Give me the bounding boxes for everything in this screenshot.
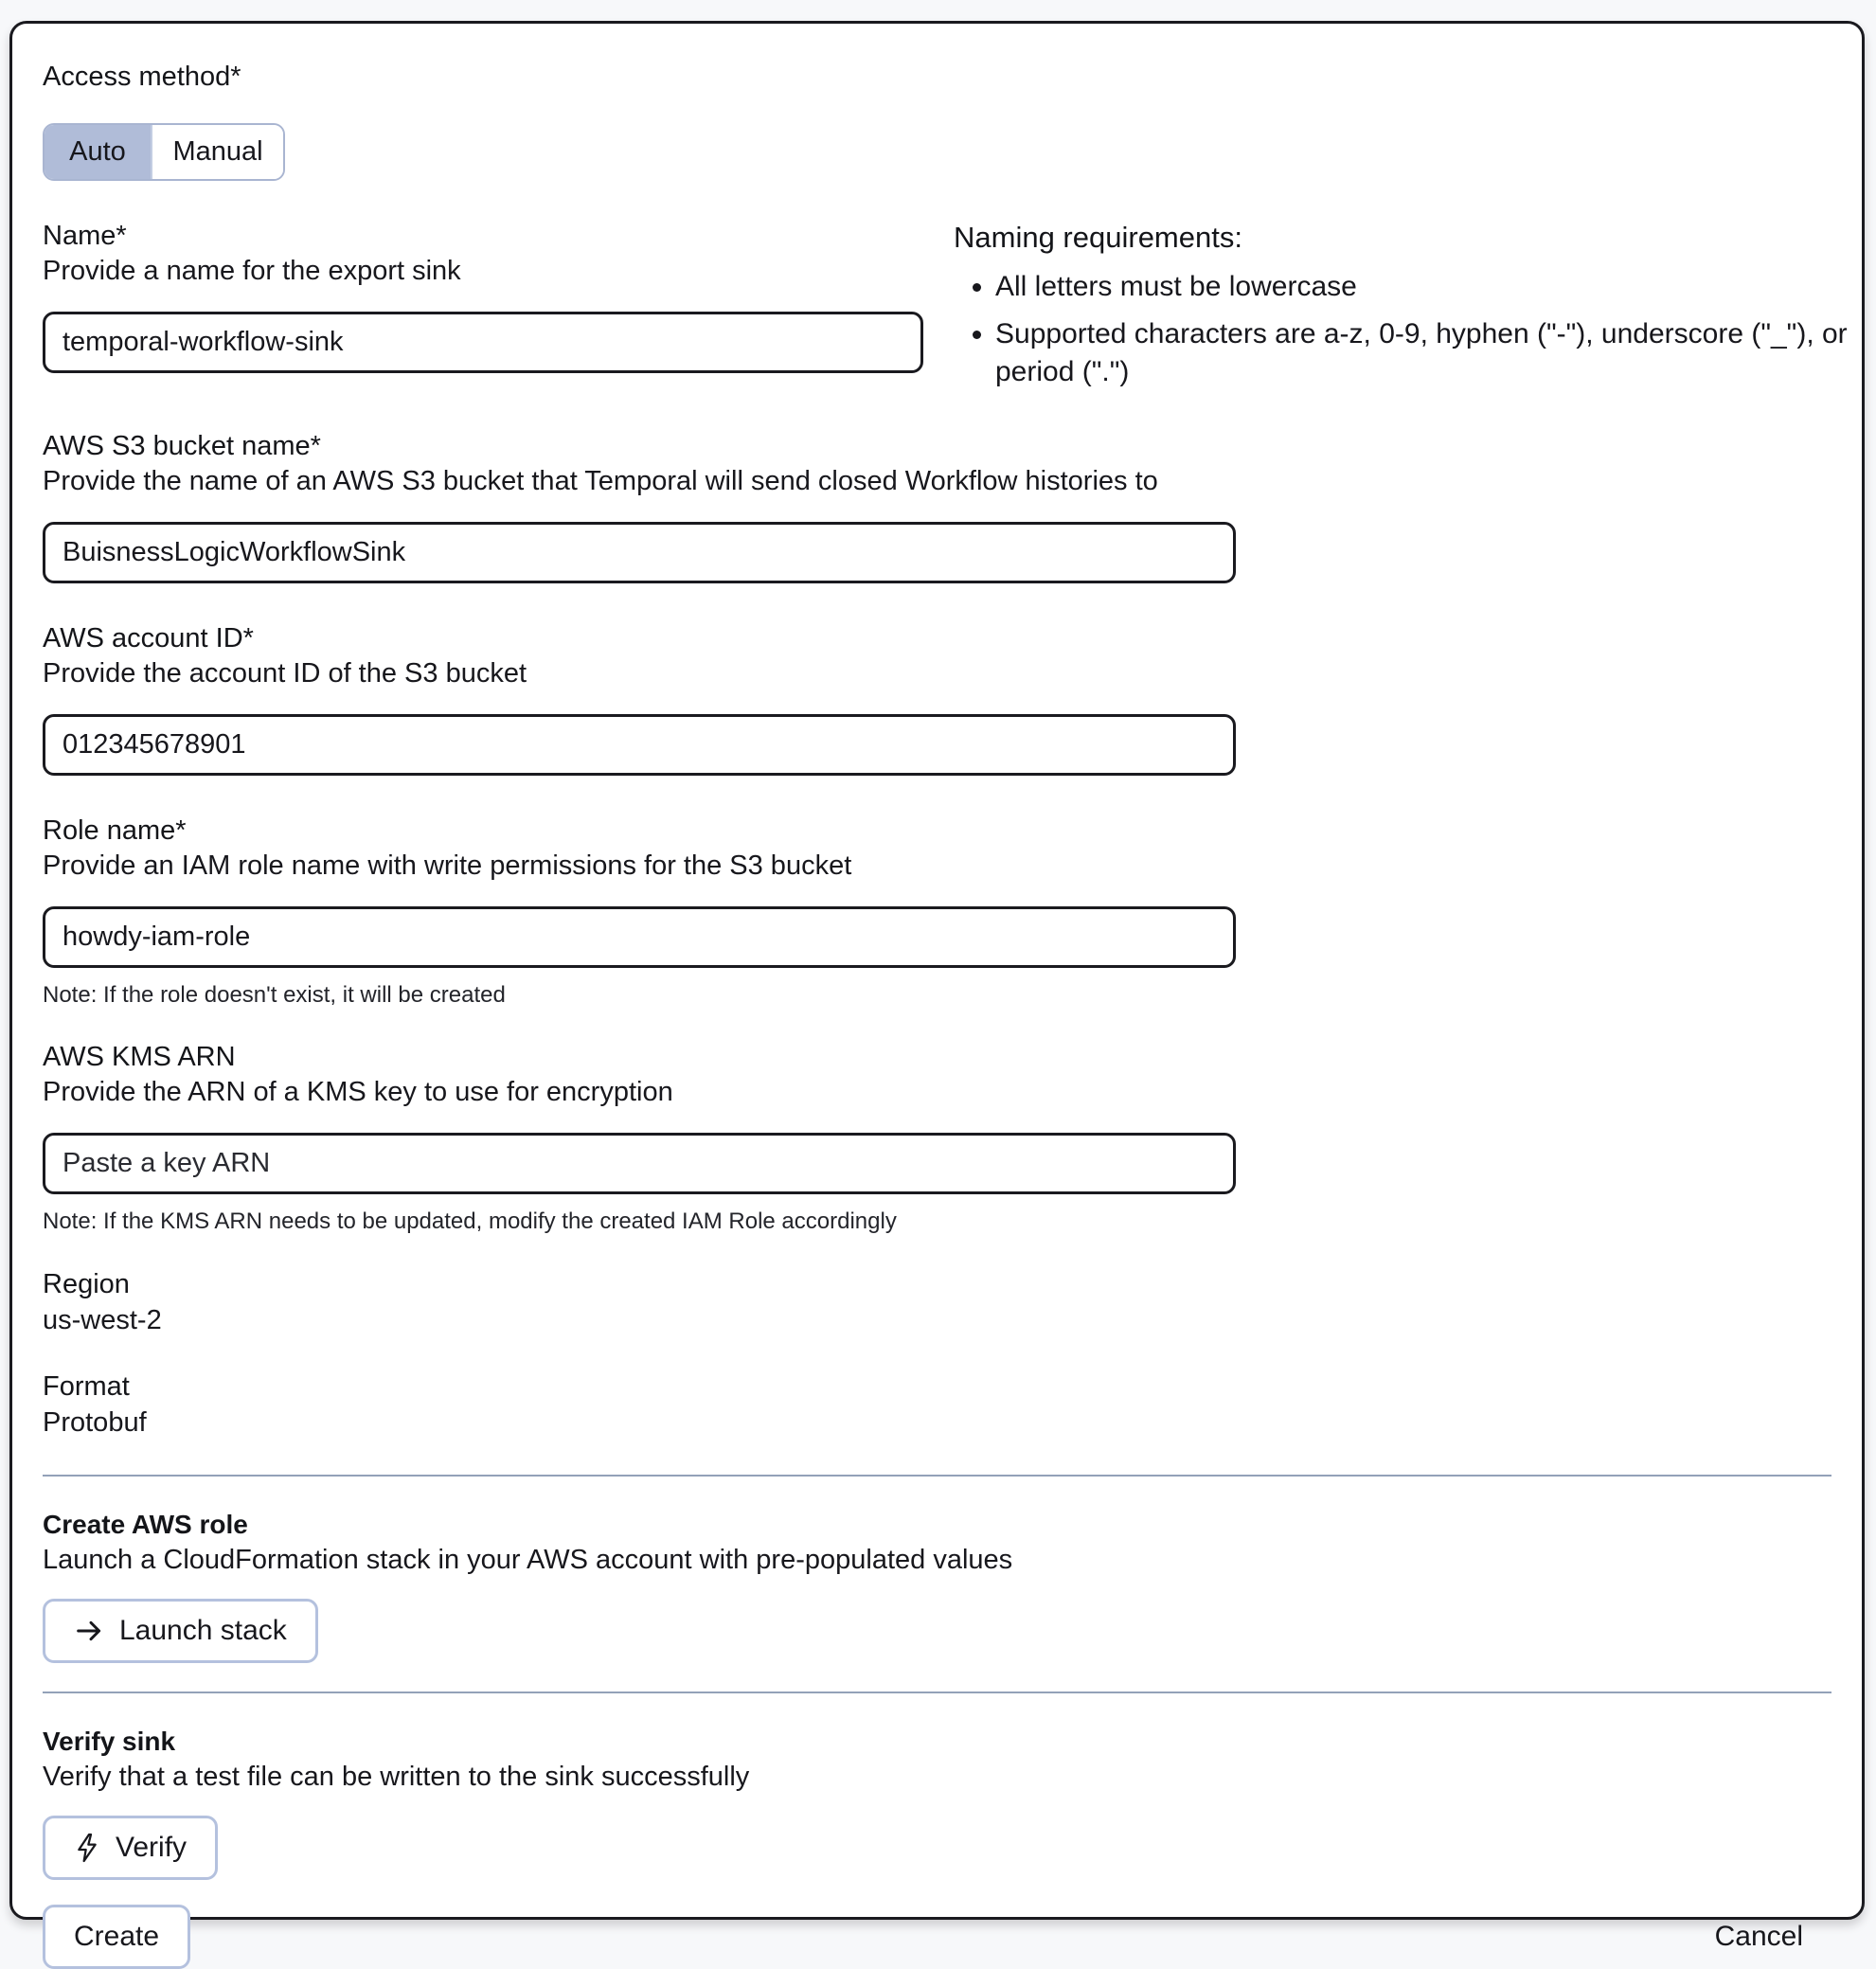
access-method-option-manual-label: Manual — [172, 136, 263, 167]
region-readonly-group — [43, 1266, 1831, 1338]
naming-requirements-list — [954, 268, 1849, 391]
role-name-field-group — [43, 814, 1831, 1010]
naming-requirements — [954, 219, 1849, 391]
account-id-input[interactable] — [43, 714, 1236, 776]
role-name-input[interactable] — [43, 906, 1236, 968]
launch-stack-button-label: Launch stack — [119, 1615, 287, 1646]
name-input[interactable] — [43, 312, 923, 373]
naming-requirement-item: • All letters must be lowercase — [995, 268, 1849, 306]
verify-sink-title: Verify sink — [43, 1727, 176, 1756]
name-description: Provide a name for the export sink — [43, 256, 461, 286]
access-method-option-auto[interactable] — [45, 125, 151, 179]
account-id-description: Provide the account ID of the S3 bucket — [43, 658, 527, 689]
export-sink-form-card — [9, 21, 1865, 1952]
section-divider — [43, 1475, 1831, 1477]
section-divider — [43, 1692, 1831, 1693]
format-value: Protobuf — [43, 1407, 147, 1438]
naming-requirement-item: • Supported characters are a-z, 0-9, hyphen ("-"), underscore ("_"), or period (".") — [995, 315, 1849, 391]
format-label: Format — [43, 1371, 130, 1402]
form-actions-row — [43, 1905, 1831, 1969]
region-value: us-west-2 — [43, 1305, 162, 1335]
create-button-label: Create — [74, 1921, 160, 1952]
name-field-group — [43, 219, 923, 391]
kms-arn-label: AWS KMS ARN — [43, 1042, 236, 1072]
lightning-bolt-icon — [74, 1833, 100, 1863]
role-name-note: Note: If the role doesn't exist, it will be created — [43, 982, 506, 1008]
role-name-label: Role name* — [43, 815, 187, 846]
name-and-requirements-row — [43, 219, 1848, 391]
role-name-description: Provide an IAM role name with write permissions for the S3 bucket — [43, 850, 852, 881]
account-id-label: AWS account ID* — [43, 623, 254, 653]
access-method-option-auto-label: Auto — [69, 136, 126, 167]
create-role-title: Create AWS role — [43, 1510, 248, 1539]
create-role-description: Launch a CloudFormation stack in your AWS account with pre-populated values — [43, 1545, 1013, 1575]
kms-arn-input[interactable] — [43, 1133, 1236, 1194]
kms-arn-description: Provide the ARN of a KMS key to use for encryption — [43, 1077, 673, 1107]
launch-stack-button[interactable] — [43, 1599, 318, 1663]
verify-sink-description: Verify that a test file can be written to the sink successfully — [43, 1762, 750, 1792]
cancel-button[interactable] — [1715, 1921, 1803, 1953]
access-method-label: Access method* — [43, 62, 241, 92]
format-readonly-group — [43, 1369, 1831, 1441]
arrow-right-icon — [74, 1616, 104, 1646]
access-method-toggle — [43, 123, 285, 181]
region-label: Region — [43, 1269, 130, 1299]
s3-bucket-description: Provide the name of an AWS S3 bucket that Temporal will send closed Workflow histories to — [43, 466, 1158, 496]
kms-arn-field-group — [43, 1040, 1831, 1236]
create-button[interactable] — [43, 1905, 190, 1969]
kms-arn-note: Note: If the KMS ARN needs to be updated, modify the created IAM Role accordingly — [43, 1208, 897, 1234]
verify-button[interactable] — [43, 1816, 218, 1880]
s3-bucket-label: AWS S3 bucket name* — [43, 431, 321, 461]
access-method-option-manual[interactable] — [151, 125, 283, 179]
cancel-button-label: Cancel — [1714, 1921, 1803, 1952]
create-role-section — [43, 1507, 1831, 1663]
verify-sink-section — [43, 1724, 1831, 1880]
s3-bucket-input[interactable] — [43, 522, 1236, 583]
account-id-field-group — [43, 621, 1831, 776]
name-label: Name* — [43, 221, 127, 251]
verify-button-label: Verify — [116, 1832, 188, 1863]
s3-bucket-field-group — [43, 429, 1831, 583]
naming-requirements-title: Naming requirements: — [954, 221, 1242, 254]
